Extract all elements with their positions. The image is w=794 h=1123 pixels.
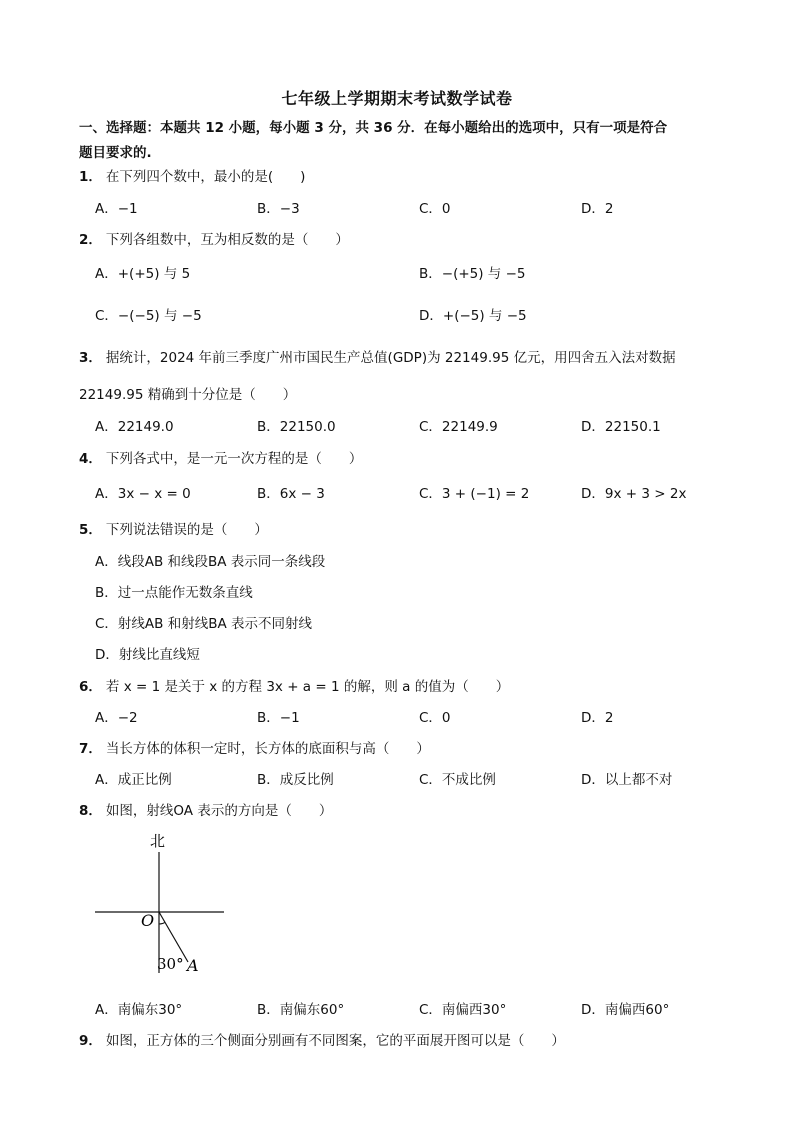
page-title: 七年级上学期期末考试数学试卷 xyxy=(281,89,513,108)
question-number: 6． xyxy=(79,679,102,695)
option-1a[interactable]: A．−1 xyxy=(95,201,138,217)
figure-angle-label: 30° xyxy=(157,955,184,973)
option-2c[interactable]: C．−(−5) 与 −5 xyxy=(95,308,202,324)
option-5b[interactable]: B．过一点能作无数条直线 xyxy=(95,585,253,601)
option-2a[interactable]: A．+(+5) 与 5 xyxy=(95,266,191,282)
direction-figure xyxy=(90,826,230,976)
option-3a[interactable]: A．22149.0 xyxy=(95,419,174,435)
question-6 xyxy=(79,675,509,695)
option-6b[interactable]: B．−1 xyxy=(257,710,300,726)
question-number: 3． xyxy=(79,350,102,366)
question-9 xyxy=(79,1029,565,1049)
option-6c[interactable]: C．0 xyxy=(419,710,451,726)
section-heading xyxy=(79,116,759,166)
question-stem-line1: 据统计，2024 年前三季度广州市国民生产总值(GDP)为 22149.95 亿元，用四舍五入法对数据 xyxy=(105,350,676,366)
question-number: 7． xyxy=(79,741,102,757)
question-3-line2: 22149.95 精确到十分位是（ ） xyxy=(79,387,297,403)
question-7 xyxy=(79,737,430,757)
option-5c[interactable]: C．射线AB 和射线BA 表示不同射线 xyxy=(95,616,313,632)
question-stem: 如图，射线OA 表示的方向是（ ） xyxy=(105,803,333,819)
option-6d[interactable]: D．2 xyxy=(581,710,614,726)
question-stem: 当长方体的体积一定时，长方体的底面积与高（ ） xyxy=(105,741,430,757)
option-7b[interactable]: B．成反比例 xyxy=(257,772,334,788)
option-5d[interactable]: D．射线比直线短 xyxy=(95,647,200,663)
question-number: 9． xyxy=(79,1033,102,1049)
option-4a[interactable]: A．3x − x = 0 xyxy=(95,486,191,502)
option-8d[interactable]: D．南偏西60° xyxy=(581,1002,670,1018)
question-number: 4． xyxy=(79,451,102,467)
question-8 xyxy=(79,799,332,819)
question-2 xyxy=(79,228,349,248)
question-1 xyxy=(79,165,305,185)
option-3b[interactable]: B．22150.0 xyxy=(257,419,336,435)
option-2b[interactable]: B．−(+5) 与 −5 xyxy=(419,266,526,282)
option-4c[interactable]: C．3 + (−1) = 2 xyxy=(419,486,530,502)
question-number: 5． xyxy=(79,522,102,538)
option-3c[interactable]: C．22149.9 xyxy=(419,419,498,435)
option-3d[interactable]: D．22150.1 xyxy=(581,419,661,435)
option-1b[interactable]: B．−3 xyxy=(257,201,300,217)
question-stem: 若 x = 1 是关于 x 的方程 3x + a = 1 的解，则 a 的值为（ ） xyxy=(105,679,510,695)
option-8a[interactable]: A．南偏东30° xyxy=(95,1002,183,1018)
question-stem: 下列说法错误的是（ ） xyxy=(105,522,268,538)
question-5 xyxy=(79,518,268,538)
figure-angle-arc xyxy=(159,922,165,924)
question-3 xyxy=(79,346,676,366)
question-stem: 如图，正方体的三个侧面分别画有不同图案，它的平面展开图可以是（ ） xyxy=(105,1033,565,1049)
question-stem: 下列各组数中，互为相反数的是（ ） xyxy=(105,232,349,248)
question-stem: 在下列四个数中，最小的是( ) xyxy=(105,169,306,185)
section-heading-line2: 题目要求的. xyxy=(79,145,152,161)
option-7d[interactable]: D．以上都不对 xyxy=(581,772,673,788)
option-1c[interactable]: C．0 xyxy=(419,201,451,217)
option-7a[interactable]: A．成正比例 xyxy=(95,772,172,788)
option-2d[interactable]: D．+(−5) 与 −5 xyxy=(419,308,527,324)
option-6a[interactable]: A．−2 xyxy=(95,710,138,726)
question-number: 1． xyxy=(79,169,102,185)
option-8c[interactable]: C．南偏西30° xyxy=(419,1002,507,1018)
question-stem: 下列各式中，是一元一次方程的是（ ） xyxy=(105,451,363,467)
option-4d[interactable]: D．9x + 3 > 2x xyxy=(581,486,687,502)
question-4 xyxy=(79,447,362,467)
section-heading-line1: 一、选择题：本题共 12 小题，每小题 3 分，共 36 分．在每小题给出的选项中，只有一项是符合 xyxy=(79,120,668,136)
option-7c[interactable]: C．不成比例 xyxy=(419,772,496,788)
option-1d[interactable]: D．2 xyxy=(581,201,614,217)
option-5a[interactable]: A．线段AB 和线段BA 表示同一条线段 xyxy=(95,554,326,570)
question-number: 2． xyxy=(79,232,102,248)
figure-point-label: A xyxy=(187,956,199,975)
figure-origin-label: O xyxy=(141,911,155,930)
question-number: 8． xyxy=(79,803,102,819)
figure-north-label: 北 xyxy=(150,832,166,850)
option-8b[interactable]: B．南偏东60° xyxy=(257,1002,345,1018)
option-4b[interactable]: B．6x − 3 xyxy=(257,486,325,502)
